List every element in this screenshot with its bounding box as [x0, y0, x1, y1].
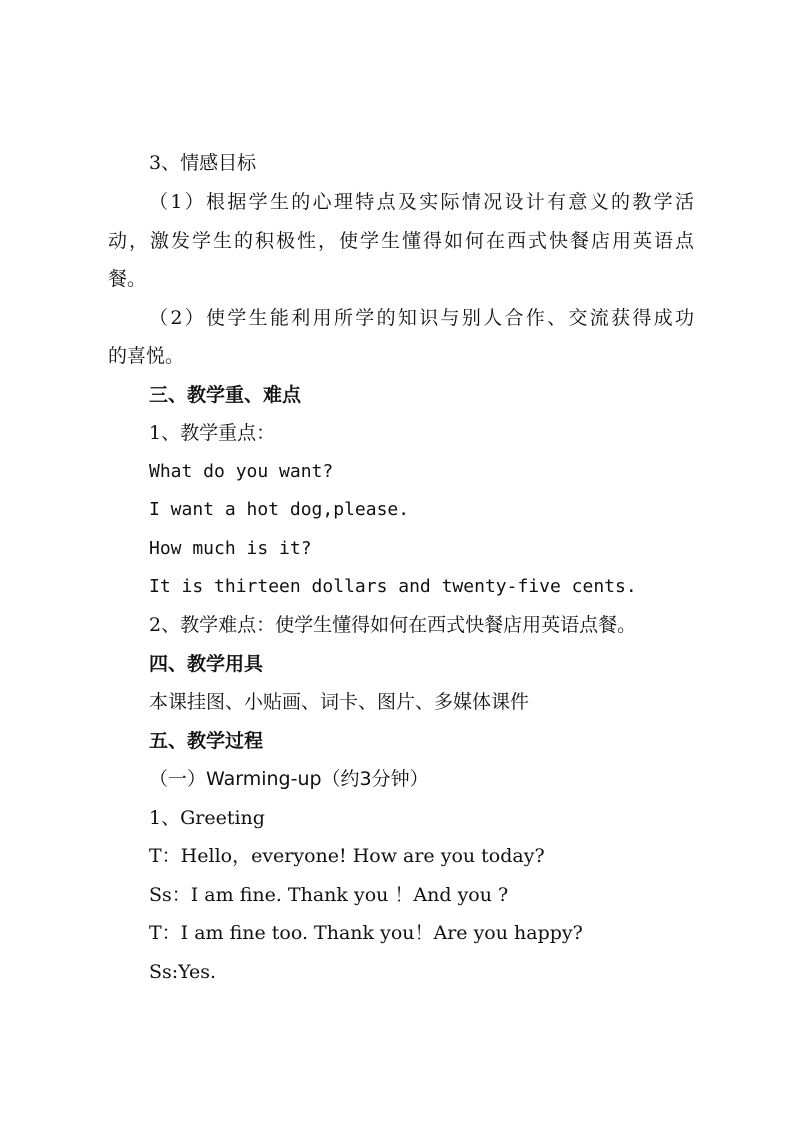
- subheading-key-point: 1、教学重点：: [149, 422, 276, 444]
- dialogue-teacher-1: T：Hello，everyone! How are you today?: [149, 845, 545, 867]
- section-heading-key-points: 三、教学重、难点: [149, 384, 302, 406]
- heading-emotional-goals: 3、情感目标: [149, 152, 257, 174]
- paragraph-1-line-1: （1）根据学生的心理特点及实际情况设计有意义的教学活: [149, 191, 694, 213]
- sentence-i-want-hot-dog: I want a hot dog,please.: [149, 499, 410, 520]
- paragraph-2-line-1: （2）使学生能利用所学的知识与别人合作、交流获得成功: [149, 307, 694, 329]
- sentence-price: It is thirteen dollars and twenty-five cents.: [149, 576, 637, 597]
- section-heading-teaching-process: 五、教学过程: [149, 730, 264, 752]
- section-heading-teaching-aids: 四、教学用具: [149, 653, 264, 675]
- dialogue-students-2: Ss:Yes.: [149, 961, 217, 983]
- dialogue-teacher-2: T：I am fine too. Thank you！Are you happy?: [149, 922, 583, 944]
- sentence-what-do-you-want: What do you want?: [149, 461, 334, 482]
- sentence-how-much: How much is it?: [149, 538, 312, 559]
- step-greeting: 1、Greeting: [149, 807, 265, 829]
- teaching-aids-list: 本课挂图、小贴画、词卡、图片、多媒体课件: [149, 691, 530, 713]
- paragraph-2-line-2: 的喜悦。: [108, 345, 185, 367]
- paragraph-1-line-2: 动，激发学生的积极性，使学生懂得如何在西式快餐店用英语点: [108, 230, 694, 252]
- subheading-warming-up: （一）Warming-up（约3分钟）: [149, 768, 429, 790]
- subheading-difficulty: 2、教学难点：使学生懂得如何在西式快餐店用英语点餐。: [149, 614, 637, 636]
- paragraph-1-line-3: 餐。: [108, 268, 147, 290]
- dialogue-students-1: Ss：I am fine. Thank you ！And you ?: [149, 884, 509, 906]
